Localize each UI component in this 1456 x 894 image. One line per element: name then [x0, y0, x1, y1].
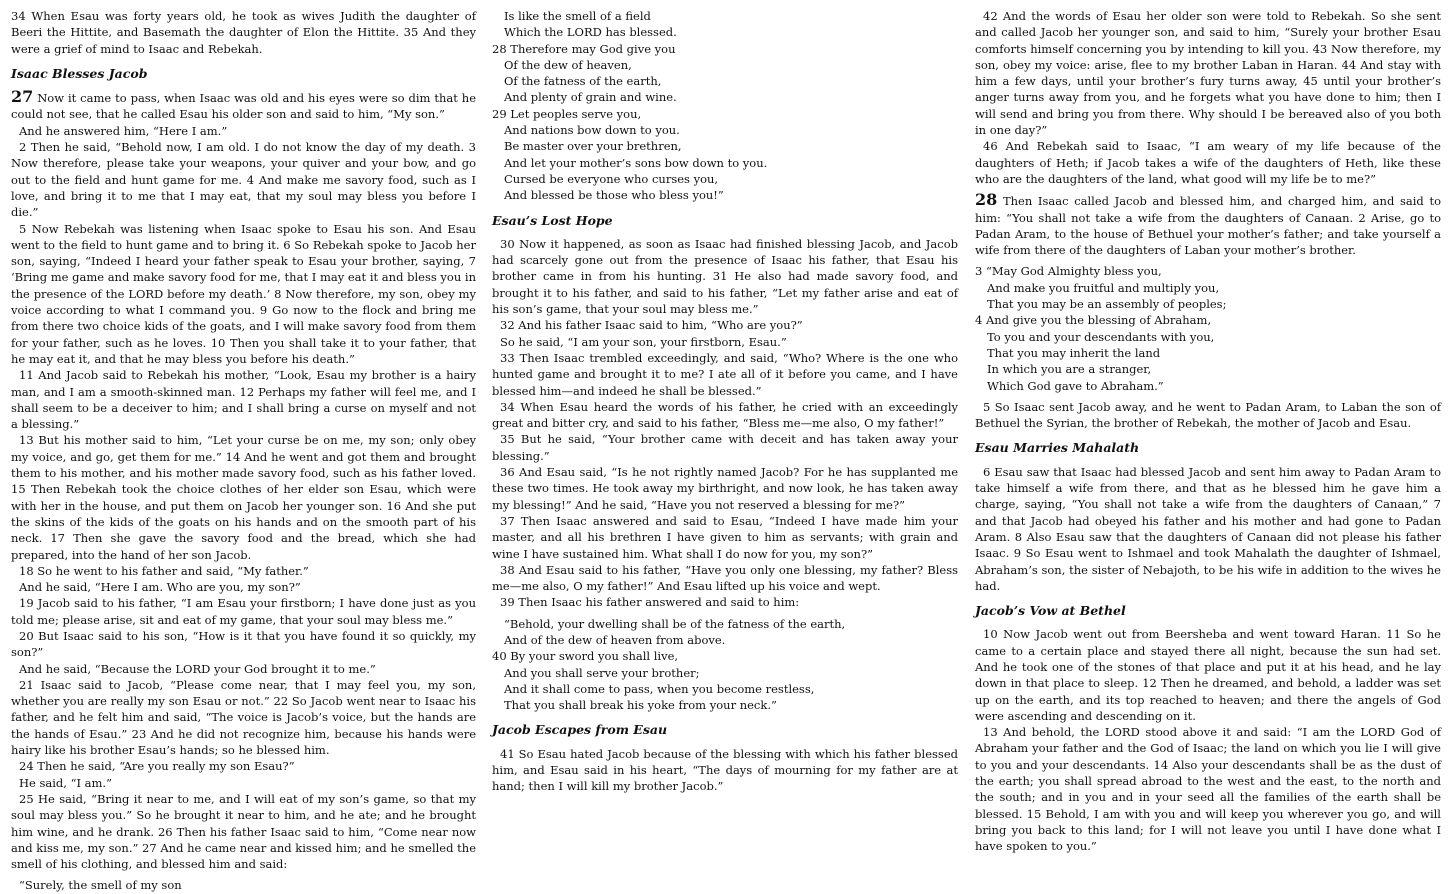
section-heading: Esau’s Lost Hope: [492, 212, 613, 228]
paragraph: 5 So Isaac sent Jacob away, and he went to Padan Aram, to Laban the son of Bethuel the Syrian, the brother of Rebekah, the mother of Jacob and Esau.: [975, 399, 1441, 431]
paragraph: He said, “I am.”: [19, 775, 112, 790]
paragraph: 24 Then he said, “Are you really my son Esau?”: [19, 759, 295, 774]
poem-line: Which God gave to Abraham.”: [987, 378, 1164, 393]
paragraph-text: Then Isaac called Jacob and blessed him, and charged him, and said to him: “You shall not take a wife from the daughters of Canaan. 2 Arise, go to Padan Aram, to the house of Bethuel your mother’s father; and take yourself a wife from there of the daughters of Laban your mother’s brother.: [975, 194, 1441, 258]
paragraph: [11, 89, 476, 123]
paragraph: 46 And Rebekah said to Isaac, “I am weary of my life because of the daughters of Heth; if Jacob takes a wife of the daughters of Heth, like these who are the daughters of the land, what good will my life be to me?”: [975, 139, 1441, 186]
poem-line: And let your mother’s sons bow down to you.: [504, 155, 768, 170]
poem-line: That you shall break his yoke from your neck.”: [504, 698, 777, 713]
paragraph: 2 Then he said, “Behold now, I am old. I do not know the day of my death. 3 Now therefore, please take your weapons, your quiver and your bow, and go out to the field and hunt game for me. 4 And make me savory food, such as I love, and bring it to me that I may eat, that my soul may bless you before I die.”: [11, 140, 476, 220]
section-heading: Jacob’s Vow at Bethel: [975, 603, 1126, 619]
poem-line: And plenty of grain and wine.: [504, 90, 677, 105]
poem-block: [975, 263, 1441, 393]
paragraph: 21 Isaac said to Jacob, “Please come near, that I may feel you, my son, whether you are really my son Esau or not.” 22 So Jacob went near to Isaac his father, and he felt him and said, “The voice is Jacob’s voice, but the hands are the hands of Esau.” 23 And he did not recognize him, because his hands were hairy like his brother Esau’s hands; so he blessed him.: [11, 677, 476, 758]
column-right: [975, 8, 1441, 855]
paragraph: 38 And Esau said to his father, “Have you only one blessing, my father? Bless me—me also, O my father!” And Esau lifted up his voice and wept.: [492, 562, 958, 594]
section-heading: Jacob Escapes from Esau: [492, 722, 668, 738]
paragraph: 39 Then Isaac his father answered and said to him:: [500, 595, 800, 610]
poem-line: “Behold, your dwelling shall be of the fatness of the earth,: [504, 616, 846, 631]
poem-line: Which the LORD has blessed.: [504, 25, 677, 40]
paragraph: 6 Esau saw that Isaac had blessed Jacob and sent him away to Padan Aram to take himself a wife from there, and that as he blessed him he gave him a charge, saying, “You shall not take a wife from the daughters of Canaan,” 7 and that Jacob had obeyed his father and his mother and had gone to Padan Aram. 8 Also Esau saw that the daughters of Canaan did not please his father Isaac. 9 So Esau went to Ishmael and took Mahalath the daughter of Ishmael, Abraham’s son, the sister of Nebajoth, to be his wife in addition to the wives he had.: [975, 464, 1441, 593]
poem-line: 29 Let peoples serve you,: [492, 106, 642, 121]
poem-line: And blessed be those who bless you!”: [504, 188, 724, 203]
paragraph: 34 When Esau was forty years old, he took as wives Judith the daughter of Beeri the Hittite, and Basemath the daughter of Elon the Hittite. 35 And they were a grief of mind to Isaac and Rebekah.: [11, 9, 476, 56]
paragraph: 20 But Isaac said to his son, “How is it that you have found it so quickly, my son?”: [11, 628, 476, 660]
paragraph: 35 But he said, “Your brother came with deceit and has taken away your blessing.”: [492, 432, 958, 463]
paragraph: 37 Then Isaac answered and said to Esau, “Indeed I have made him your master, and all his brethren I have given to him as servants; with grain and wine I have sustained him. What shall I do now for you, my son?”: [492, 513, 958, 561]
poem-line: Be master over your brethren,: [504, 139, 682, 154]
poem-line: That you may be an assembly of peoples;: [987, 297, 1227, 312]
poem-block: [492, 616, 958, 714]
poem-line: To you and your descendants with you,: [987, 329, 1215, 344]
paragraph-text: Now it came to pass, when Isaac was old and his eyes were so dim that he could not see, that he called Esau his older son and said to him, “My son.”: [11, 91, 477, 122]
paragraph: 18 So he went to his father and said, “My father.”: [19, 563, 309, 578]
section-heading: Esau Marries Mahalath: [975, 440, 1140, 456]
paragraph: So he said, “I am your son, your firstborn, Esau.”: [500, 334, 787, 349]
column-middle: [492, 8, 958, 795]
paragraph: 41 So Esau hated Jacob because of the blessing with which his father blessed him, and Esau said in his heart, “The days of mourning for my father are at hand; then I will kill my brother Jacob.”: [492, 746, 958, 794]
paragraph: 19 Jacob said to his father, “I am Esau your firstborn; I have done just as you told me; please arise, sit and eat of my game, that your soul may bless me.”: [11, 596, 476, 627]
poem-line: Cursed be everyone who curses you,: [504, 171, 719, 186]
paragraph: 13 And behold, the LORD stood above it and said: “I am the LORD God of Abraham your father and the God of Isaac; the land on which you lie I will give to you and your descendants. 14 Also your descendants shall be as the dust of the earth; you shall spread abroad to the west and the east, to the north and the south; and in you and in your seed all the families of the earth shall be blessed. 15 Behold, I am with you and will keep you wherever you go, and will bring you back to this land; for I will not leave you until I have done what I have spoken to you.”: [975, 725, 1441, 854]
poem-line: And of the dew of heaven from above.: [504, 632, 726, 647]
poem-block: [492, 8, 958, 204]
paragraph: 10 Now Jacob went out from Beersheba and went toward Haran. 11 So he came to a certain place and stayed there all night, because the sun had set. And he took one of the stones of that place and put it at his head, and he lay down in that place to sleep. 12 Then he dreamed, and behold, a ladder was set up on the earth, and its top reached to heaven; and there the angels of God were ascending and descending on it.: [975, 627, 1441, 723]
paragraph: [975, 192, 1441, 258]
paragraph: “Surely, the smell of my son: [19, 878, 182, 893]
poem-line: 28 Therefore may God give you: [492, 41, 676, 56]
section-heading: Isaac Blesses Jacob: [11, 65, 148, 81]
poem-line: Of the dew of heaven,: [504, 57, 632, 72]
poem-line: Is like the smell of a field: [504, 9, 651, 23]
paragraph: 5 Now Rebekah was listening when Isaac spoke to Esau his son. And Esau went to the field to hunt game and to bring it. 6 So Rebekah spoke to Jacob her son, saying, “Indeed I heard your father speak to Esau your brother, saying, 7 ‘Bring me game and make savory food for me, that I may eat it and bless you in the presence of the LORD before my death.’ 8 Now therefore, my son, obey my voice according to what I command you. 9 Go now to the flock and bring me from there two choice kids of the goats, and I will make savory food from them for your father, such as he loves. 10 Then you shall take it to your father, that he may eat it, and that he may bless you before his death.”: [11, 221, 476, 366]
poem-line: And nations bow down to you.: [504, 123, 680, 138]
paragraph: 25 He said, “Bring it near to me, and I will eat of my son’s game, so that my soul may bless you.” So he brought it near to him, and he ate; and he brought him wine, and he drank. 26 Then his father Isaac said to him, “Come near now and kiss me, my son.” 27 And he came near and kissed him; and he smelled the smell of his clothing, and blessed him and said:: [11, 791, 476, 872]
paragraph: 33 Then Isaac trembled exceedingly, and said, “Who? Where is the one who hunted game and brought it to me? I ate all of it before you came, and I have blessed him—and indeed he shall be blessed.”: [492, 350, 958, 398]
poem-line: In which you are a stranger,: [987, 362, 1152, 377]
paragraph: 13 But his mother said to him, “Let your curse be on me, my son; only obey my voice, and go, get them for me.” 14 And he went and got them and brought them to his mother, and his mother made savory food, such as his father loved. 15 Then Rebekah took the choice clothes of her elder son Esau, which were with her in the house, and put them on Jacob her younger son. 16 And she put the skins of the kids of the goats on his hands and on the smooth part of his neck. 17 Then she gave the savory food and the bread, which she had prepared, into the hand of her son Jacob.: [11, 433, 476, 562]
paragraph: And he said, “Because the LORD your God brought it to me.”: [19, 661, 376, 676]
paragraph: And he said, “Here I am. Who are you, my son?”: [19, 580, 301, 595]
poem-line: That you may inherit the land: [987, 345, 1161, 360]
chapter-number: 28: [975, 190, 998, 210]
paragraph: And he answered him, “Here I am.”: [19, 123, 228, 138]
paragraph: 42 And the words of Esau her older son were told to Rebekah. So she sent and called Jacob her younger son, and said to him, “Surely your brother Esau comforts himself concerning you by intending to kill you. 43 Now therefore, my son, obey my voice: arise, flee to my brother Laban in Haran. 44 And stay with him a few days, until your brother’s fury turns away, 45 until your brother’s anger turns away from you, and he forgets what you have done to him; then I will send and bring you from there. Why should I be bereaved also of you both in one day?”: [975, 9, 1441, 138]
paragraph: 36 And Esau said, “Is he not rightly named Jacob? For he has supplanted me these two times. He took away my birthright, and now look, he has taken away my blessing!” And he said, “Have you not reserved a blessing for me?”: [492, 465, 958, 512]
column-left: [11, 8, 476, 894]
poem-line: And you shall serve your brother;: [504, 665, 700, 680]
poem-line: Of the fatness of the earth,: [504, 74, 662, 89]
paragraph: 34 When Esau heard the words of his father, he cried with an exceedingly great and bitter cry, and said to his father, “Bless me—me also, O my father!”: [492, 399, 958, 431]
paragraph: 32 And his father Isaac said to him, “Who are you?”: [500, 318, 803, 333]
chapter-number: 27: [11, 87, 34, 107]
poem-line: 4 And give you the blessing of Abraham,: [975, 313, 1212, 328]
poem-line: And make you fruitful and multiply you,: [987, 280, 1220, 295]
poem-line: 3 “May God Almighty bless you,: [975, 264, 1162, 279]
poem-line: 40 By your sword you shall live,: [492, 649, 679, 664]
poem-line: And it shall come to pass, when you become restless,: [504, 681, 815, 696]
paragraph: 11 And Jacob said to Rebekah his mother, “Look, Esau my brother is a hairy man, and I am a smooth-skinned man. 12 Perhaps my father will feel me, and I shall seem to be a deceiver to him; and I shall bring a curse on myself and not a blessing.”: [11, 368, 476, 432]
paragraph: 30 Now it happened, as soon as Isaac had finished blessing Jacob, and Jacob had scarcely gone out from the presence of Isaac his father, that Esau his brother came in from his hunting. 31 He also had made savory food, and brought it to his father, and said to his father, “Let my father arise and eat of his son’s game, that your soul may bless me.”: [492, 236, 958, 317]
